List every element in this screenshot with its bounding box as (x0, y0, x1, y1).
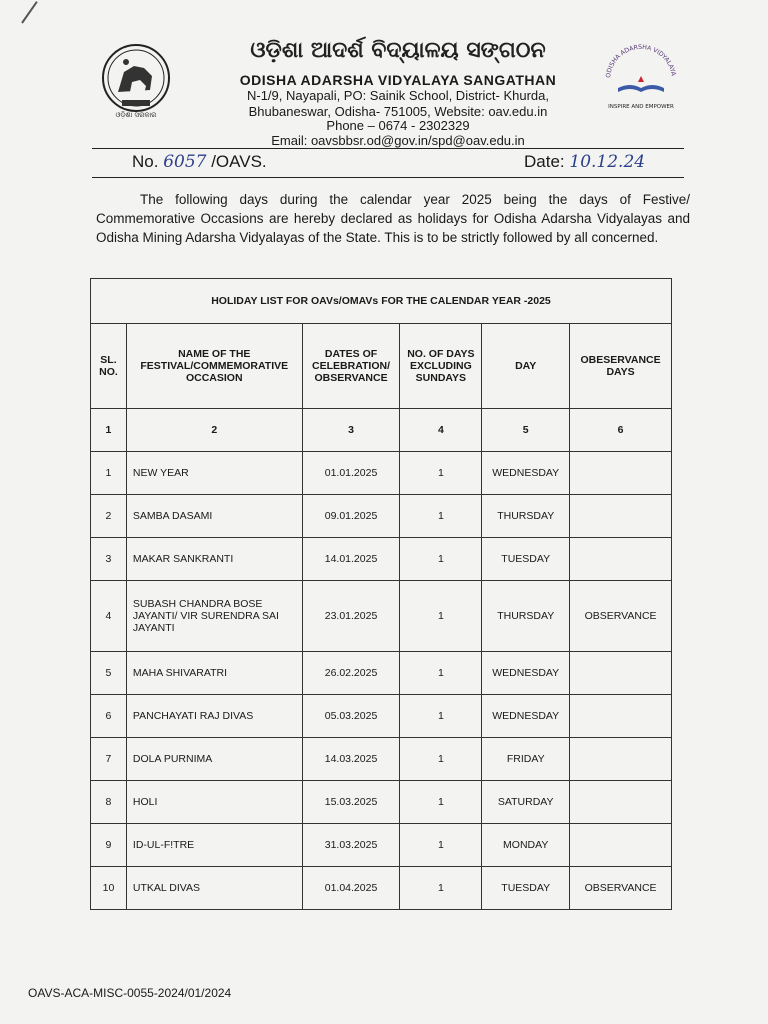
occasion-cell: SAMBA DASAMI (126, 495, 302, 538)
date-cell: 01.04.2025 (302, 867, 400, 910)
org-title-english: ODISHA ADARSHA VIDYALAYA SANGATHAN (239, 72, 557, 88)
header-divider-bottom (92, 177, 684, 178)
logo-arc-text: ODISHA ADARSHA VIDYALAYA (605, 43, 677, 79)
occasion-cell: ID-UL-F!TRE (126, 824, 302, 867)
observance-cell (570, 781, 672, 824)
date-cell: 31.03.2025 (302, 824, 400, 867)
sl-cell: 1 (91, 452, 127, 495)
day-cell: THURSDAY (482, 581, 570, 652)
table-row (91, 538, 672, 581)
occasion-cell: MAHA SHIVARATRI (126, 652, 302, 695)
table-row (91, 824, 672, 867)
sl-cell: 6 (91, 695, 127, 738)
date-cell: 15.03.2025 (302, 781, 400, 824)
day-cell: TUESDAY (482, 538, 570, 581)
address-line-2: Bhubaneswar, Odisha- 751005, Website: oav.edu.in (248, 104, 548, 119)
occasion-cell: UTKAL DIVAS (126, 867, 302, 910)
day-cell: FRIDAY (482, 738, 570, 781)
column-number: 5 (482, 409, 570, 452)
observance-cell (570, 538, 672, 581)
header-cell: NAME OF THE FESTIVAL/COMMEMORATIVE OCCASION (126, 324, 302, 409)
reference-row (92, 150, 684, 176)
occasion-cell: NEW YEAR (126, 452, 302, 495)
date-cell: 14.03.2025 (302, 738, 400, 781)
days-cell: 1 (400, 867, 482, 910)
header-cell: OBESERVANCE DAYS (570, 324, 672, 409)
day-cell: WEDNESDAY (482, 652, 570, 695)
day-cell: WEDNESDAY (482, 452, 570, 495)
occasion-cell: HOLI (126, 781, 302, 824)
table-row (91, 581, 672, 652)
days-cell: 1 (400, 738, 482, 781)
table-row (91, 652, 672, 695)
letter-number: No. 6057 /OAVS. (132, 152, 267, 172)
day-cell: SATURDAY (482, 781, 570, 824)
days-cell: 1 (400, 452, 482, 495)
occasion-cell: PANCHAYATI RAJ DIVAS (126, 695, 302, 738)
holiday-table (90, 278, 672, 910)
observance-cell: OBSERVANCE (570, 581, 672, 652)
sl-cell: 10 (91, 867, 127, 910)
table-row (91, 867, 672, 910)
odisha-emblem-logo (100, 42, 172, 120)
date-cell: 01.01.2025 (302, 452, 400, 495)
occasion-cell: SUBASH CHANDRA BOSE JAYANTI/ VIR SURENDRA SAI JAYANTI (126, 581, 302, 652)
document-code: OAVS-ACA-MISC-0055-2024/01/2024 (28, 986, 232, 1000)
emblem-caption: ଓଡ଼ିଶା ସରକାର (115, 111, 157, 119)
header-cell: DAY (482, 324, 570, 409)
email-line: Email: oavsbbsr.od@gov.in/spd@oav.edu.in (271, 133, 525, 148)
table-header-row (91, 324, 672, 409)
date-cell: 14.01.2025 (302, 538, 400, 581)
table-row (91, 695, 672, 738)
occasion-cell: DOLA PURNIMA (126, 738, 302, 781)
org-title-odia: ଓଡ଼ିଶା ଆଦର୍ଶ ବିଦ୍ୟାଳୟ ସଙ୍ଗଠନ (250, 38, 546, 63)
column-number: 3 (302, 409, 400, 452)
observance-cell (570, 652, 672, 695)
header-cell: NO. OF DAYS EXCLUDING SUNDAYS (400, 324, 482, 409)
days-cell: 1 (400, 652, 482, 695)
day-cell: THURSDAY (482, 495, 570, 538)
table-row (91, 738, 672, 781)
phone-line: Phone – 0674 - 2302329 (326, 118, 470, 133)
date-cell: 23.01.2025 (302, 581, 400, 652)
svg-text:ODISHA ADARSHA VIDYALAYA (605, 44, 677, 78)
days-cell: 1 (400, 538, 482, 581)
sl-cell: 5 (91, 652, 127, 695)
day-cell: MONDAY (482, 824, 570, 867)
handwritten-number: 6057 (163, 152, 207, 172)
days-cell: 1 (400, 695, 482, 738)
address-line-1: N-1/9, Nayapali, PO: Sainik School, District- Khurda, (246, 88, 549, 103)
sl-cell: 4 (91, 581, 127, 652)
observance-cell (570, 824, 672, 867)
column-number-row (91, 409, 672, 452)
date-cell: 26.02.2025 (302, 652, 400, 695)
table-caption: HOLIDAY LIST FOR OAVs/OMAVs FOR THE CALENDAR YEAR -2025 (91, 279, 672, 324)
pen-mark (21, 1, 38, 23)
observance-cell (570, 738, 672, 781)
column-number: 4 (400, 409, 482, 452)
days-cell: 1 (400, 824, 482, 867)
observance-cell (570, 695, 672, 738)
sl-cell: 7 (91, 738, 127, 781)
handwritten-date: 10.12.24 (569, 152, 646, 172)
days-cell: 1 (400, 495, 482, 538)
occasion-cell: MAKAR SANKRANTI (126, 538, 302, 581)
notice-paragraph: The following days during the calendar year 2025 being the days of Festive/ Commemorative Occasions are hereby declared as holidays for Odisha Adarsha Vidyalayas and Odisha Mining Adarsha Vidyalayas of the State. This is to be strictly followed by all concerned. (96, 192, 690, 245)
header-cell: DATES OF CELEBRATION/ OBSERVANCE (302, 324, 400, 409)
column-number: 6 (570, 409, 672, 452)
letter-date: Date: 10.12.24 (524, 152, 646, 172)
sl-cell: 8 (91, 781, 127, 824)
observance-cell: OBSERVANCE (570, 867, 672, 910)
logo-tagline: INSPIRE AND EMPOWER (608, 104, 674, 110)
observance-cell (570, 495, 672, 538)
sl-cell: 2 (91, 495, 127, 538)
column-number: 2 (126, 409, 302, 452)
sl-cell: 3 (91, 538, 127, 581)
day-cell: WEDNESDAY (482, 695, 570, 738)
day-cell: TUESDAY (482, 867, 570, 910)
sl-cell: 9 (91, 824, 127, 867)
days-cell: 1 (400, 781, 482, 824)
days-cell: 1 (400, 581, 482, 652)
oav-book-logo (600, 42, 682, 114)
header-cell: SL. NO. (91, 324, 127, 409)
date-cell: 09.01.2025 (302, 495, 400, 538)
column-number: 1 (91, 409, 127, 452)
observance-cell (570, 452, 672, 495)
table-row (91, 781, 672, 824)
table-row (91, 495, 672, 538)
table-row (91, 452, 672, 495)
date-cell: 05.03.2025 (302, 695, 400, 738)
header-divider-top (92, 148, 684, 149)
